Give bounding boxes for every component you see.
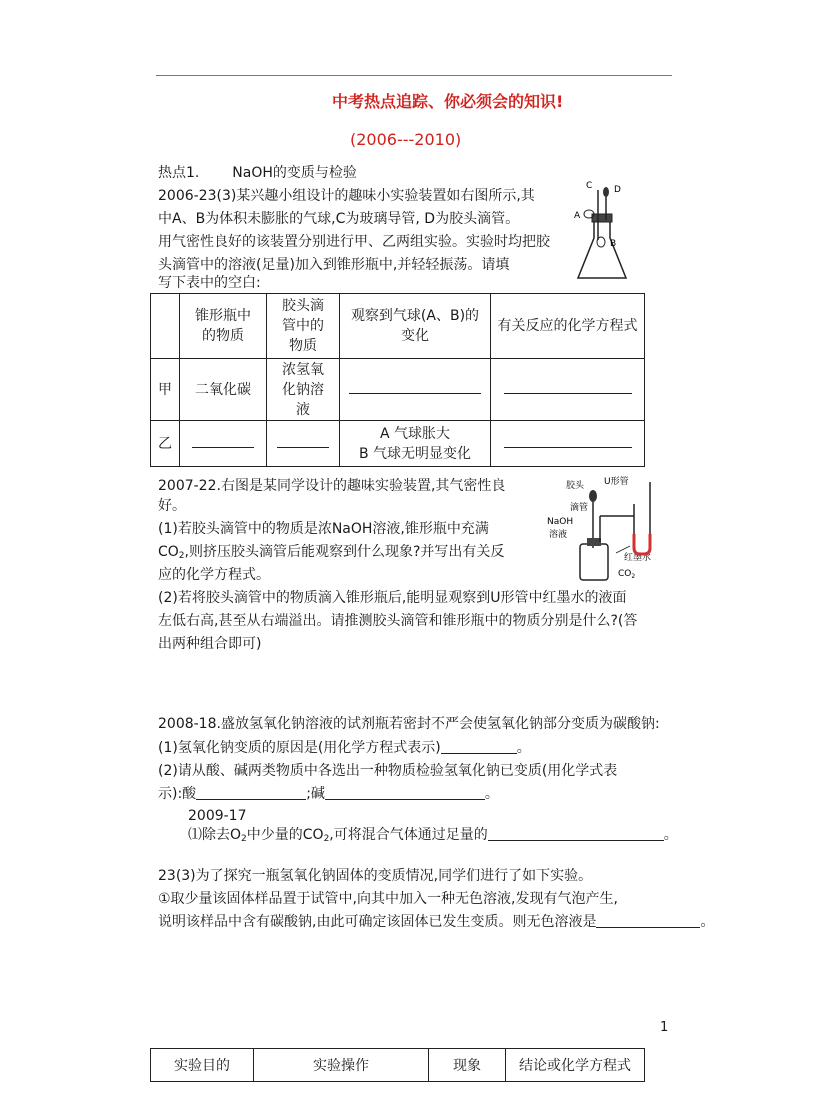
top-rule: [156, 75, 672, 76]
label-c: C: [586, 181, 593, 191]
co2-sub-2009: 2: [323, 834, 330, 844]
header-purpose: 实验目的: [151, 1049, 254, 1082]
o2-sub: 2: [241, 834, 247, 844]
q2007-line-1: 2007-22.右图是某同学设计的趣味实验装置,其气密性良: [158, 478, 506, 494]
hotspot-heading: [158, 163, 357, 183]
table-header-row: [151, 1049, 645, 1082]
header-flask: 锥形瓶中的物质: [195, 308, 251, 344]
table-row: [151, 359, 645, 421]
q2009-p1: [188, 825, 678, 849]
q2007-p1-line-3: 应的化学方程式。: [158, 567, 270, 583]
q2008-p2-end: 。: [484, 786, 499, 802]
table-row: [151, 421, 645, 467]
q2007-p1-rest: ,则挤压胶头滴管后能观察到什么现象?并写出有关反: [184, 544, 505, 560]
co2-text: CO: [158, 544, 179, 560]
q2009-text-b: 中少量的CO: [246, 827, 324, 843]
header-operation: 实验操作: [254, 1049, 429, 1082]
page-years: (2006---2010): [350, 130, 462, 149]
q2007-p2-line-3: 出两种组合即可): [158, 636, 262, 652]
q23-line-1: 23(3)为了探究一瓶氢氧化钠固体的变质情况,同学们进行了如下实验。: [158, 868, 593, 884]
header-conclusion: 结论或化学方程式: [506, 1049, 645, 1082]
experiment-record-table: [150, 1048, 645, 1082]
q2006-line-3: 用气密性良好的该装置分别进行甲、乙两组实验。实验时均把胶: [158, 234, 550, 250]
q2006-line-5: 写下表中的空白:: [158, 275, 261, 291]
flask-balloon-diagram: [572, 180, 632, 285]
q23-end: 。: [700, 914, 715, 930]
blank-colorless-solution[interactable]: [596, 913, 700, 928]
q2008-base-label: ;碱: [306, 786, 325, 802]
q2009-text-a: ⑴除去O: [188, 827, 242, 843]
hotspot-label: 热点1.: [158, 165, 200, 181]
utube-apparatus-diagram: [544, 474, 668, 584]
q2007-p2-line-2: 左低右高,甚至从右端溢出。请推测胶头滴管和锥形瓶中的物质分别是什么?(答: [158, 613, 638, 629]
table-header-row: [151, 294, 645, 359]
q2006-line-4: 头滴管中的溶液(足量)加入到锥形瓶中,并轻轻振荡。请填: [158, 257, 510, 273]
q23-line-3-text: 说明该样品中含有碳酸钠,由此可确定该固体已发生变质。则无色溶液是: [158, 914, 597, 930]
blank-flask-yi[interactable]: [192, 437, 254, 448]
q2008-p1-end: 。: [516, 740, 531, 756]
hotspot-topic: NaOH的变质与检验: [232, 165, 357, 181]
label-red-ink: 红墨水: [624, 553, 652, 563]
row-label: 乙: [151, 421, 180, 467]
q2008-line-1: 2008-18.盛放氢氧化钠溶液的试剂瓶若密封不严会使氢氧化钠部分变质为碳酸钠:: [158, 716, 660, 732]
blank-base[interactable]: [325, 785, 485, 800]
label-d: D: [614, 185, 621, 195]
blank-naoh-equation[interactable]: [441, 739, 517, 754]
co2-sub: 2: [178, 551, 185, 561]
label-dropper-2: 滴管: [570, 503, 589, 513]
label-b: B: [610, 239, 617, 249]
label-naoh-2: 溶液: [549, 530, 568, 540]
q2009-label: 2009-17: [188, 808, 247, 824]
header-phenomenon: 现象: [429, 1049, 506, 1082]
header-equation: 有关反应的化学方程式: [497, 318, 638, 334]
q23-line-2: ①取少量该固体样品置于试管中,向其中加入一种无色溶液,发现有气泡产生,: [158, 891, 618, 907]
q2007-p2-line-1: (2)若将胶头滴管中的物质滴入锥形瓶后,能明显观察到U形管中红墨水的液面: [158, 590, 627, 606]
header-balloon: 观察到气球(A、B)的变化: [350, 308, 480, 344]
label-naoh-1: NaOH: [547, 517, 574, 527]
cell-balloon-yi-line2: B 气球无明显变化: [358, 445, 472, 462]
cell-balloon-yi-line1: A 气球胀大: [379, 425, 451, 442]
experiment-table: [150, 293, 645, 467]
label-a: A: [574, 211, 581, 221]
row-label: 甲: [151, 359, 180, 421]
blank-equation-yi[interactable]: [504, 437, 632, 448]
label-dropper-1: 胶头: [566, 481, 585, 491]
label-utube: U形管: [604, 477, 629, 487]
q23-line-3: [158, 912, 714, 932]
blank-gas-removal[interactable]: [488, 826, 664, 841]
q2008-p1: [158, 738, 531, 758]
page-title: 中考热点追踪、你必须会的知识!: [332, 92, 564, 111]
cell-dropper: 浓氢氧化钠溶液: [282, 361, 324, 418]
blank-equation-jia[interactable]: [504, 383, 632, 394]
q2007-line-2: 好。: [158, 498, 186, 514]
header-dropper: 胶头滴管中的物质: [282, 298, 324, 354]
q2007-p1-line-1: (1)若胶头滴管中的物质是浓NaOH溶液,锥形瓶中充满: [158, 521, 489, 537]
q2009-end: 。: [663, 827, 678, 843]
q2008-p2-line-2: [158, 784, 499, 804]
q2008-acid-label: 示):酸: [158, 786, 197, 802]
blank-balloon-jia[interactable]: [349, 383, 481, 394]
cell-flask: 二氧化碳: [180, 359, 267, 421]
label-co2: $CO_2$: [618, 569, 636, 580]
q2007-p1-line-2: [158, 542, 504, 566]
q2008-p1-text: (1)氢氧化钠变质的原因是(用化学方程式表示): [158, 740, 441, 756]
blank-acid[interactable]: [196, 785, 306, 800]
q2006-line-2: 中A、B为体积未膨胀的气球,C为玻璃导管, D为胶头滴管。: [158, 211, 520, 227]
blank-dropper-yi[interactable]: [277, 437, 329, 448]
q2006-line-1: 2006-23(3)某兴趣小组设计的趣味小实验装置如右图所示,其: [158, 188, 535, 204]
page-number: 1: [660, 1020, 669, 1035]
q2009-text-c: ,可将混合气体通过足量的: [329, 827, 488, 843]
q2008-p2-line-1: (2)请从酸、碱两类物质中各选出一种物质检验氢氧化钠已变质(用化学式表: [158, 763, 618, 779]
